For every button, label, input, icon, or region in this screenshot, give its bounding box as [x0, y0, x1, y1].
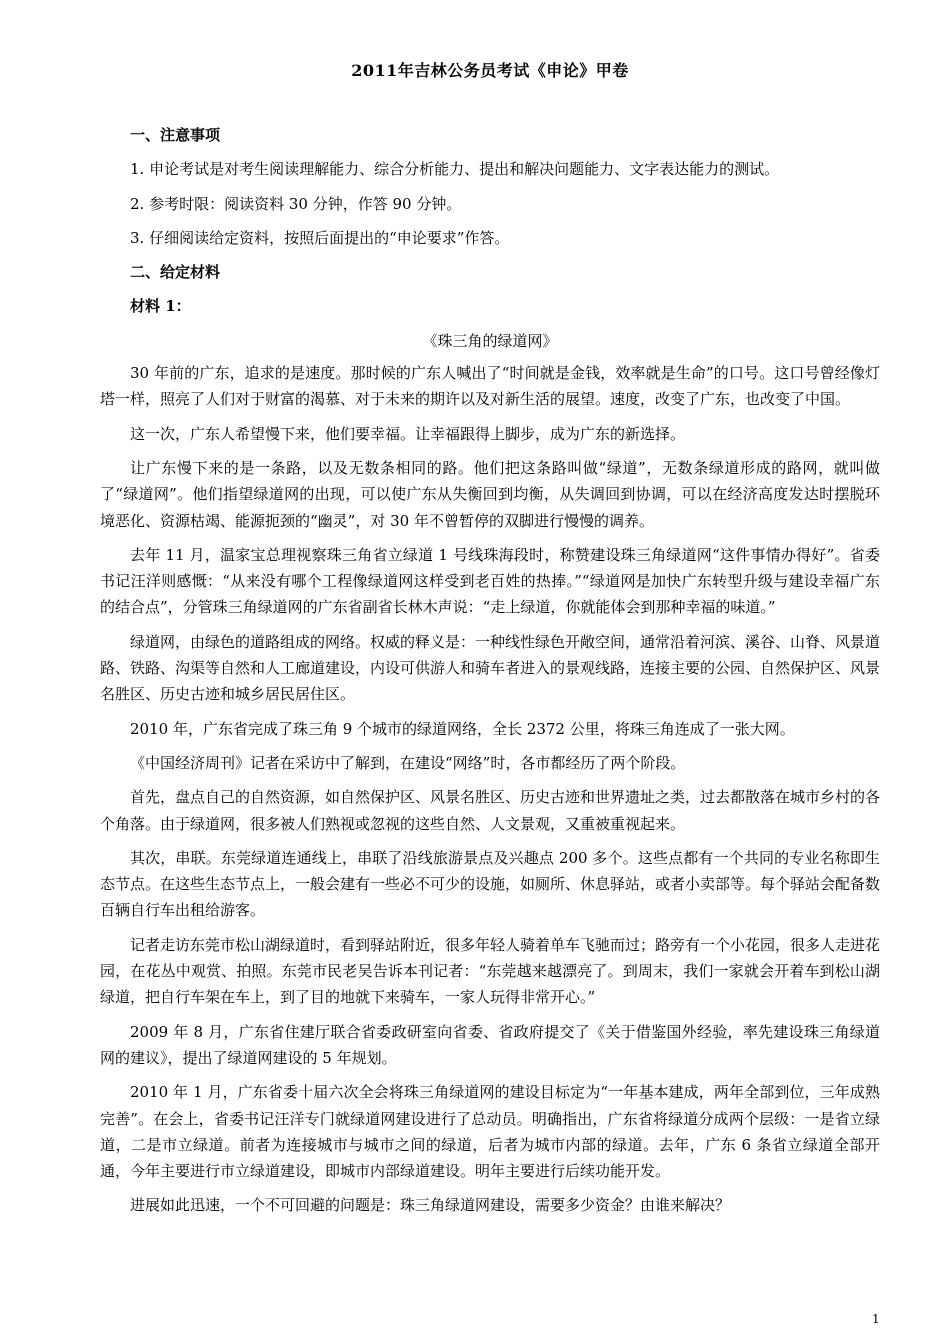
page-number: 1 — [872, 1312, 880, 1326]
paragraph: 进展如此迅速，一个不可回避的问题是：珠三角绿道网建设，需要多少资金？由谁来解决？ — [130, 1196, 731, 1215]
paragraph: 这一次，广东人希望慢下来，他们要幸福。让幸福跟得上脚步，成为广东的新选择。 — [130, 424, 686, 443]
note-item-3: 3. 仔细阅读给定资料，按照后面提出的“申论要求”作答。 — [130, 228, 510, 247]
paragraph: 其次，串联。东莞绿道连通线上，串联了沿线旅游景点及兴趣点 200 多个。这些点都有一个共同的专业名称即生态节点。在这些生态节点上，一般会建有一些必不可少的设施，如厕所、休息驿站，或者小卖部等。每个驿站会配备数百辆自行车出租给游客。 — [100, 848, 881, 920]
section-heading-notes: 一、注意事项 — [130, 126, 221, 144]
paragraph: 去年 11 月，温家宝总理视察珠三角省立绿道 1 号线珠海段时，称赞建设珠三角绿道网“这件事情办得好”。省委书记汪洋则感慨：“从来没有哪个工程像绿道网这样受到老百姓的热捧。”“绿道网是加快广东转型升级与建设幸福广东的结合点”，分管珠三角绿道网的广东省副省长林木声说：“走上绿道，你就能体会到那种幸福的味道。” — [100, 545, 880, 617]
paragraph: 《中国经济周刊》记者在采访中了解到，在建设“网络”时，各市都经历了两个阶段。 — [130, 753, 686, 772]
paragraph: 30 年前的广东，追求的是速度。那时候的广东人喊出了“时间就是金钱，效率就是生命”的口号。这口号曾经像灯塔一样，照亮了人们对于财富的渴慕、对于未来的期许以及对新生活的展望。速度，改变了广东，也改变了中国。 — [100, 364, 880, 409]
document-title: 2011年吉林公务员考试《申论》甲卷 — [351, 61, 629, 80]
note-item-2: 2. 参考时限：阅读资料 30 分钟，作答 90 分钟。 — [130, 194, 462, 213]
material-label: 材料 1： — [130, 297, 191, 316]
paragraph: 2009 年 8 月，广东省住建厅联合省委政研室向省委、省政府提交了《关于借鉴国外经验，率先建设珠三角绿道网的建议》，提出了绿道网建设的 5 年规划。 — [100, 1022, 880, 1067]
paragraph: 让广东慢下来的是一条路，以及无数条相同的路。他们把这条路叫做“绿道”，无数条绿道形成的路网，就叫做了“绿道网”。他们指望绿道网的出现，可以使广东从失衡回到均衡，从失调回到协调，可以在经济高度发达时摆脱环境恶化、资源枯竭、能源扼颈的“幽灵”，对 30 年不曾暂停的双脚进行慢慢的调养。 — [100, 458, 880, 530]
paragraph: 2010 年，广东省完成了珠三角 9 个城市的绿道网络，全长 2372 公里，将珠三角连成了一张大网。 — [130, 719, 795, 738]
paragraph: 首先，盘点自己的自然资源，如自然保护区、风景名胜区、历史古迹和世界遗址之类，过去都散落在城市乡村的各个角落。由于绿道网，很多被人们熟视或忽视的这些自然、人文景观，又重被重视起来。 — [100, 788, 881, 833]
paragraph: 绿道网，由绿色的道路组成的网络。权威的释义是：一种线性绿色开敞空间，通常沿着河滨、溪谷、山脊、风景道路、铁路、沟渠等自然和人工廊道建设，内设可供游人和骑车者进入的景观线路，连接主要的公园、自然保护区、风景名胜区、历史古迹和城乡居民居住区。 — [100, 632, 881, 704]
paragraph: 2010 年 1 月，广东省委十届六次全会将珠三角绿道网的建设目标定为“一年基本建成，两年全部到位，三年成熟完善”。在会上，省委书记汪洋专门就绿道网建设进行了总动员。明确指出，广东省将绿道分成两个层级：一是省立绿道，二是市立绿道。前者为连接城市与城市之间的绿道，后者为城市内部的绿道。去年，广东 6 条省立绿道全部开通，今年主要进行市立绿道建设，即城市内部绿道建设。明年主要进行后续功能开发。 — [100, 1083, 880, 1181]
article-title: 《珠三角的绿道网》 — [422, 331, 558, 350]
section-heading-materials: 二、给定材料 — [130, 263, 221, 282]
paragraph: 记者走访东莞市松山湖绿道时，看到驿站附近，很多年轻人骑着单车飞驰而过；路旁有一个小花园，很多人走进花园，在花丛中观赏、拍照。东莞市民老吴告诉本刊记者：“东莞越来越漂亮了。到周末，我们一家就会开着车到松山湖绿道，把自行车架在车上，到了目的地就下来骑车，一家人玩得非常开心。” — [100, 935, 881, 1007]
document-body — [100, 122, 880, 1227]
note-item-1: 1. 申论考试是对考生阅读理解能力、综合分析能力、提出和解决问题能力、文字表达能力的测试。 — [130, 160, 780, 179]
